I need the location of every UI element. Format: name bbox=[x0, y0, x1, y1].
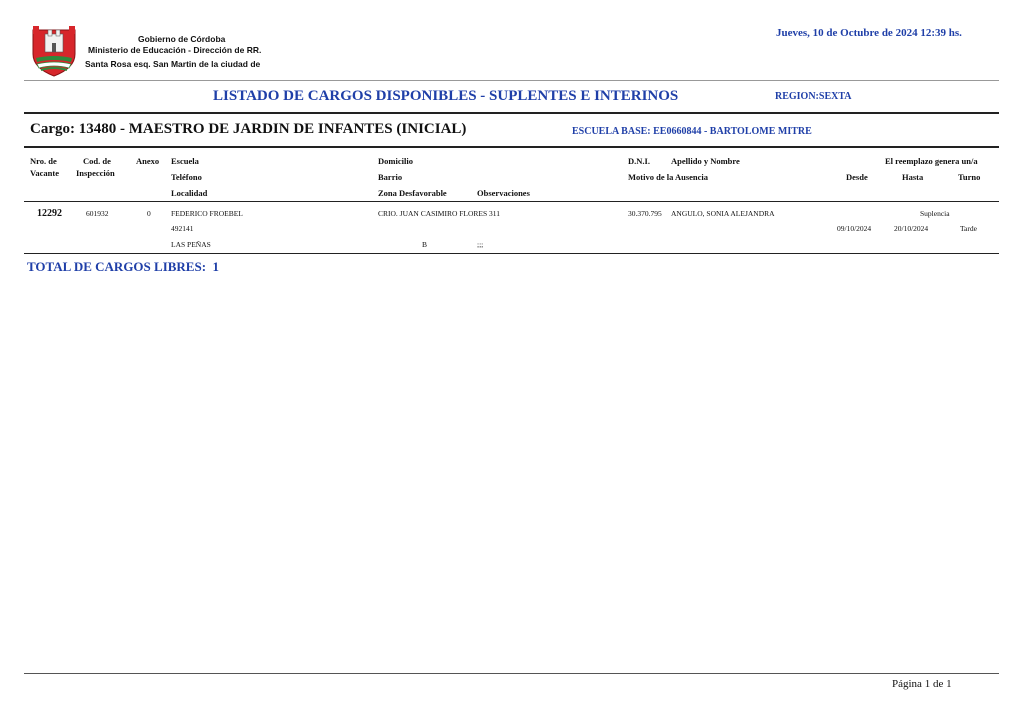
cordoba-coat-of-arms-logo bbox=[27, 24, 81, 78]
escuela-base: ESCUELA BASE: EE0660844 - BARTOLOME MITRE bbox=[572, 126, 812, 137]
header-address: Santa Rosa esq. San Martin de la ciudad de bbox=[85, 59, 261, 69]
col-telefono: Teléfono bbox=[171, 172, 202, 182]
col-reemplazo: El reemplazo genera un/a bbox=[885, 156, 978, 166]
header-divider bbox=[24, 80, 999, 81]
region-label: REGION:SEXTA bbox=[775, 91, 852, 102]
row-dni: 30.370.795 bbox=[628, 209, 662, 218]
footer-divider bbox=[24, 673, 999, 674]
cargo-divider bbox=[24, 146, 999, 148]
row-telefono: 492141 bbox=[171, 224, 194, 233]
page-title: LISTADO DE CARGOS DISPONIBLES - SUPLENTES E INTERINOS bbox=[213, 88, 679, 104]
row-desde: 09/10/2024 bbox=[837, 224, 872, 233]
row-escuela: FEDERICO FROEBEL bbox=[171, 209, 243, 218]
row-localidad: LAS PEÑAS bbox=[171, 240, 211, 249]
total-cargos-libres: TOTAL DE CARGOS LIBRES: 1 bbox=[27, 259, 220, 274]
col-observaciones: Observaciones bbox=[477, 188, 530, 198]
row-tipo-reemplazo: Suplencia bbox=[920, 209, 950, 218]
col-cod-inspeccion-1: Cod. de bbox=[83, 156, 111, 166]
report-datetime: Jueves, 10 de Octubre de 2024 12:39 hs. bbox=[776, 27, 962, 39]
row-apellido-nombre: ANGULO, SONIA ALEJANDRA bbox=[671, 209, 775, 218]
col-nro-vacante-2: Vacante bbox=[30, 168, 59, 178]
page-number: Página 1 de 1 bbox=[892, 678, 952, 690]
col-turno: Turno bbox=[958, 172, 981, 182]
cargo-heading: Cargo: 13480 - MAESTRO DE JARDIN DE INFANTES (INICIAL) bbox=[30, 121, 467, 137]
row-domicilio: CRIO. JUAN CASIMIRO FLORES 311 bbox=[378, 209, 501, 218]
col-escuela: Escuela bbox=[171, 156, 199, 166]
header-government: Gobierno de Córdoba bbox=[138, 34, 226, 44]
col-motivo-ausencia: Motivo de la Ausencia bbox=[628, 172, 709, 182]
row-observaciones: ;;; bbox=[477, 240, 484, 249]
col-desde: Desde bbox=[846, 172, 868, 182]
table-bottom-divider bbox=[24, 253, 999, 254]
col-hasta: Hasta bbox=[902, 172, 924, 182]
row-cod-inspeccion: 601932 bbox=[86, 209, 109, 218]
col-zona-desfavorable: Zona Desfavorable bbox=[378, 188, 447, 198]
col-anexo: Anexo bbox=[136, 156, 160, 166]
col-apellido-nombre: Apellido y Nombre bbox=[671, 156, 740, 166]
header-row-divider bbox=[24, 201, 999, 202]
col-localidad: Localidad bbox=[171, 188, 208, 198]
row-turno: Tarde bbox=[960, 224, 977, 233]
row-anexo: 0 bbox=[147, 209, 151, 218]
col-barrio: Barrio bbox=[378, 172, 403, 182]
row-hasta: 20/10/2024 bbox=[894, 224, 929, 233]
row-zona: B bbox=[422, 240, 428, 249]
col-dni: D.N.I. bbox=[628, 156, 650, 166]
row-vacante: 12292 bbox=[37, 208, 62, 219]
title-divider bbox=[24, 112, 999, 114]
col-domicilio: Domicilio bbox=[378, 156, 413, 166]
col-cod-inspeccion-2: Inspección bbox=[76, 168, 115, 178]
header-ministry: Ministerio de Educación - Dirección de RR. bbox=[88, 45, 262, 55]
col-nro-vacante-1: Nro. de bbox=[30, 156, 57, 166]
